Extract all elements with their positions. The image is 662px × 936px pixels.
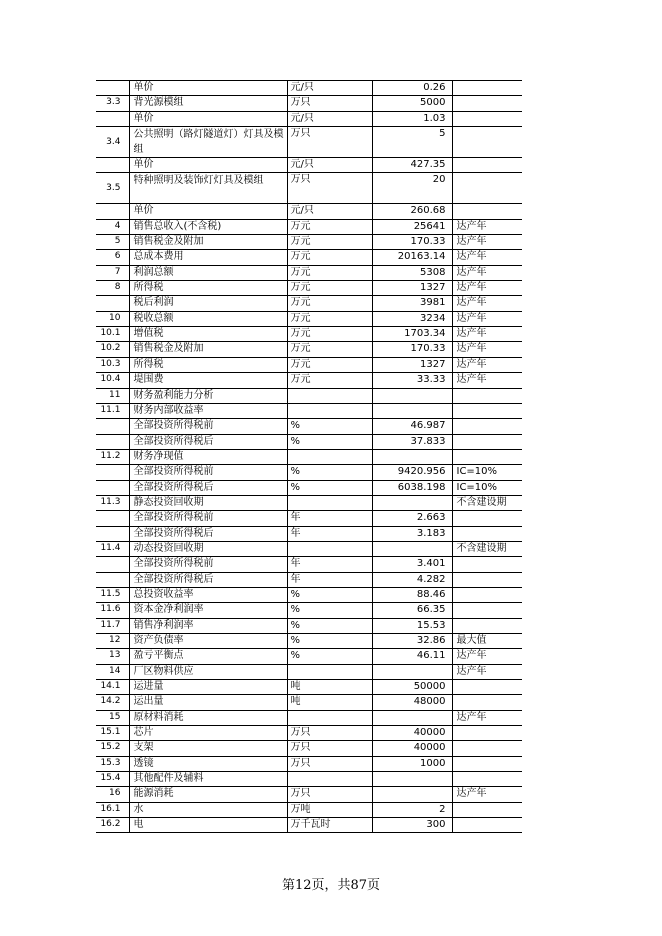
row-item: 财务盈利能力分析 xyxy=(129,388,287,403)
row-number: 8 xyxy=(96,281,129,296)
row-unit: 万元 xyxy=(287,296,372,311)
row-item: 单价 xyxy=(129,158,287,173)
table-row xyxy=(96,680,522,695)
table-row xyxy=(96,465,522,480)
row-number: 15.1 xyxy=(96,726,129,741)
indicator-table-body xyxy=(96,81,522,833)
row-unit: 年 xyxy=(287,557,372,572)
row-value xyxy=(372,495,452,510)
table-row xyxy=(96,434,522,449)
row-note: 最大值 xyxy=(452,634,522,649)
row-item: 单价 xyxy=(129,111,287,126)
row-number: 11.5 xyxy=(96,587,129,602)
row-value: 170.33 xyxy=(372,235,452,250)
row-unit: 万元 xyxy=(287,219,372,234)
row-number xyxy=(96,434,129,449)
row-note: 达产年 xyxy=(452,710,522,725)
row-unit: 万只 xyxy=(287,127,372,158)
row-note xyxy=(452,572,522,587)
row-note: IC=10% xyxy=(452,465,522,480)
table-row xyxy=(96,741,522,756)
row-unit: 元/只 xyxy=(287,158,372,173)
row-number: 15.3 xyxy=(96,756,129,771)
row-unit: 万只 xyxy=(287,173,372,204)
page-footer: 第12页，共87页 xyxy=(281,878,381,893)
table-row xyxy=(96,281,522,296)
row-value: 50000 xyxy=(372,680,452,695)
table-row xyxy=(96,649,522,664)
row-number: 15.4 xyxy=(96,772,129,787)
row-number: 10.3 xyxy=(96,357,129,372)
row-number: 5 xyxy=(96,235,129,250)
row-note xyxy=(452,557,522,572)
row-value xyxy=(372,403,452,418)
row-value: 300 xyxy=(372,818,452,833)
row-value: 3.401 xyxy=(372,557,452,572)
row-note: 达产年 xyxy=(452,235,522,250)
table-row xyxy=(96,818,522,833)
row-unit: 万吨 xyxy=(287,802,372,817)
table-row xyxy=(96,173,522,204)
table-row xyxy=(96,495,522,510)
table-row xyxy=(96,587,522,602)
row-note: 不含建设期 xyxy=(452,495,522,510)
table-row xyxy=(96,357,522,372)
table-row xyxy=(96,710,522,725)
row-unit: 年 xyxy=(287,511,372,526)
row-item: 增值税 xyxy=(129,327,287,342)
row-number: 7 xyxy=(96,265,129,280)
table-row xyxy=(96,235,522,250)
row-unit: 万元 xyxy=(287,373,372,388)
row-item: 单价 xyxy=(129,204,287,219)
row-item: 电 xyxy=(129,818,287,833)
row-unit: % xyxy=(287,587,372,602)
row-item: 背光源模组 xyxy=(129,96,287,111)
row-value xyxy=(372,664,452,679)
row-unit: 元/只 xyxy=(287,204,372,219)
row-note xyxy=(452,419,522,434)
row-number: 6 xyxy=(96,250,129,265)
row-note: 不含建设期 xyxy=(452,541,522,556)
row-number: 13 xyxy=(96,649,129,664)
row-number xyxy=(96,111,129,126)
table-row xyxy=(96,726,522,741)
row-value: 46.11 xyxy=(372,649,452,664)
table-row xyxy=(96,219,522,234)
table-row xyxy=(96,480,522,495)
row-unit: % xyxy=(287,634,372,649)
row-value: 48000 xyxy=(372,695,452,710)
row-note xyxy=(452,388,522,403)
row-item: 运进量 xyxy=(129,680,287,695)
row-number: 3.3 xyxy=(96,96,129,111)
row-value xyxy=(372,541,452,556)
table-row xyxy=(96,403,522,418)
row-item: 厂区物料供应 xyxy=(129,664,287,679)
row-note: 达产年 xyxy=(452,373,522,388)
row-unit: 万元 xyxy=(287,235,372,250)
row-item: 所得税 xyxy=(129,357,287,372)
row-item: 全部投资所得税后 xyxy=(129,572,287,587)
row-unit: 万只 xyxy=(287,741,372,756)
row-item: 水 xyxy=(129,802,287,817)
row-item: 销售税金及附加 xyxy=(129,235,287,250)
row-value: 88.46 xyxy=(372,587,452,602)
row-number: 14 xyxy=(96,664,129,679)
table-row xyxy=(96,787,522,802)
row-number: 11.1 xyxy=(96,403,129,418)
row-item: 芯片 xyxy=(129,726,287,741)
row-unit: 万元 xyxy=(287,327,372,342)
row-item: 全部投资所得税后 xyxy=(129,434,287,449)
row-value xyxy=(372,772,452,787)
row-note xyxy=(452,587,522,602)
row-note: 达产年 xyxy=(452,357,522,372)
row-unit: % xyxy=(287,465,372,480)
row-item: 公共照明（路灯隧道灯）灯具及模组 xyxy=(129,127,287,158)
row-item: 盈亏平衡点 xyxy=(129,649,287,664)
row-note xyxy=(452,204,522,219)
table-row xyxy=(96,127,522,158)
row-value: 2 xyxy=(372,802,452,817)
row-number xyxy=(96,526,129,541)
row-value: 5 xyxy=(372,127,452,158)
row-unit: 万元 xyxy=(287,250,372,265)
row-value: 427.35 xyxy=(372,158,452,173)
row-note xyxy=(452,81,522,96)
row-unit xyxy=(287,710,372,725)
row-value: 32.86 xyxy=(372,634,452,649)
row-item: 利润总额 xyxy=(129,265,287,280)
row-unit xyxy=(287,664,372,679)
row-number: 10.2 xyxy=(96,342,129,357)
row-item: 销售净利润率 xyxy=(129,618,287,633)
row-number: 3.4 xyxy=(96,127,129,158)
table-row xyxy=(96,695,522,710)
row-number xyxy=(96,557,129,572)
row-number: 14.2 xyxy=(96,695,129,710)
row-unit xyxy=(287,772,372,787)
row-unit: 元/只 xyxy=(287,111,372,126)
row-item: 原材料消耗 xyxy=(129,710,287,725)
row-note: 达产年 xyxy=(452,250,522,265)
table-row xyxy=(96,664,522,679)
row-note xyxy=(452,526,522,541)
row-value: 1000 xyxy=(372,756,452,771)
row-value: 46.987 xyxy=(372,419,452,434)
table-row xyxy=(96,557,522,572)
row-value xyxy=(372,710,452,725)
row-number: 16.1 xyxy=(96,802,129,817)
row-note xyxy=(452,449,522,464)
row-unit xyxy=(287,449,372,464)
row-number: 14.1 xyxy=(96,680,129,695)
table-row xyxy=(96,111,522,126)
row-number: 10 xyxy=(96,311,129,326)
row-note: 达产年 xyxy=(452,787,522,802)
row-item: 总成本费用 xyxy=(129,250,287,265)
row-note: 达产年 xyxy=(452,219,522,234)
row-unit: 万元 xyxy=(287,281,372,296)
row-note xyxy=(452,741,522,756)
row-value: 9420.956 xyxy=(372,465,452,480)
row-item: 动态投资回收期 xyxy=(129,541,287,556)
row-number xyxy=(96,81,129,96)
table-row xyxy=(96,158,522,173)
row-value: 4.282 xyxy=(372,572,452,587)
table-row xyxy=(96,250,522,265)
row-unit: 万元 xyxy=(287,342,372,357)
table-row xyxy=(96,419,522,434)
row-value: 20163.14 xyxy=(372,250,452,265)
row-number: 10.1 xyxy=(96,327,129,342)
table-row xyxy=(96,388,522,403)
row-value: 3.183 xyxy=(372,526,452,541)
row-note xyxy=(452,173,522,204)
table-row xyxy=(96,373,522,388)
table-row xyxy=(96,603,522,618)
row-number: 11 xyxy=(96,388,129,403)
row-value: 3981 xyxy=(372,296,452,311)
row-unit: % xyxy=(287,649,372,664)
row-unit: 万只 xyxy=(287,726,372,741)
row-unit: % xyxy=(287,419,372,434)
row-value: 37.833 xyxy=(372,434,452,449)
row-value: 1.03 xyxy=(372,111,452,126)
row-item: 全部投资所得税后 xyxy=(129,526,287,541)
row-value: 20 xyxy=(372,173,452,204)
row-value: 1327 xyxy=(372,281,452,296)
row-value: 5308 xyxy=(372,265,452,280)
table-row xyxy=(96,511,522,526)
row-note: 达产年 xyxy=(452,281,522,296)
table-row xyxy=(96,81,522,96)
row-value xyxy=(372,787,452,802)
row-number xyxy=(96,480,129,495)
row-note: 达产年 xyxy=(452,649,522,664)
row-value: 40000 xyxy=(372,741,452,756)
row-value: 260.68 xyxy=(372,204,452,219)
row-number: 11.4 xyxy=(96,541,129,556)
row-unit: % xyxy=(287,480,372,495)
table-row xyxy=(96,311,522,326)
row-item: 全部投资所得税前 xyxy=(129,465,287,480)
row-unit: 年 xyxy=(287,526,372,541)
row-value: 33.33 xyxy=(372,373,452,388)
row-unit: 吨 xyxy=(287,680,372,695)
row-item: 堤围费 xyxy=(129,373,287,388)
row-note: 达产年 xyxy=(452,327,522,342)
row-unit xyxy=(287,388,372,403)
row-item: 财务净现值 xyxy=(129,449,287,464)
row-number: 11.2 xyxy=(96,449,129,464)
row-item: 税收总额 xyxy=(129,311,287,326)
row-unit: % xyxy=(287,603,372,618)
row-item: 其他配件及辅料 xyxy=(129,772,287,787)
row-note xyxy=(452,603,522,618)
row-number: 3.5 xyxy=(96,173,129,204)
row-note: 达产年 xyxy=(452,342,522,357)
row-note xyxy=(452,127,522,158)
row-value: 1327 xyxy=(372,357,452,372)
row-unit: 吨 xyxy=(287,695,372,710)
table-row xyxy=(96,204,522,219)
row-note xyxy=(452,756,522,771)
table-row xyxy=(96,772,522,787)
row-value: 25641 xyxy=(372,219,452,234)
indicator-table xyxy=(96,80,522,833)
row-note xyxy=(452,680,522,695)
row-unit: 万元 xyxy=(287,357,372,372)
row-unit: 万只 xyxy=(287,96,372,111)
table-row xyxy=(96,296,522,311)
row-unit: 万千瓦时 xyxy=(287,818,372,833)
row-item: 销售总收入(不含税) xyxy=(129,219,287,234)
row-unit: % xyxy=(287,618,372,633)
row-unit xyxy=(287,541,372,556)
row-number: 12 xyxy=(96,634,129,649)
row-item: 特种照明及装饰灯灯具及模组 xyxy=(129,173,287,204)
row-note xyxy=(452,802,522,817)
table-row xyxy=(96,449,522,464)
row-note xyxy=(452,434,522,449)
row-value: 170.33 xyxy=(372,342,452,357)
row-note: 达产年 xyxy=(452,265,522,280)
row-item: 全部投资所得税前 xyxy=(129,557,287,572)
row-number xyxy=(96,296,129,311)
table-row xyxy=(96,526,522,541)
row-number xyxy=(96,511,129,526)
row-note xyxy=(452,618,522,633)
row-number: 15.2 xyxy=(96,741,129,756)
row-unit: 年 xyxy=(287,572,372,587)
row-value: 2.663 xyxy=(372,511,452,526)
table-row xyxy=(96,342,522,357)
row-number xyxy=(96,204,129,219)
row-unit: 万元 xyxy=(287,311,372,326)
row-value: 66.35 xyxy=(372,603,452,618)
row-number: 16.2 xyxy=(96,818,129,833)
row-value: 1703.34 xyxy=(372,327,452,342)
row-note xyxy=(452,403,522,418)
row-unit: 万只 xyxy=(287,787,372,802)
row-note: 达产年 xyxy=(452,296,522,311)
table-row xyxy=(96,634,522,649)
row-number: 10.4 xyxy=(96,373,129,388)
row-item: 全部投资所得税后 xyxy=(129,480,287,495)
row-unit xyxy=(287,495,372,510)
row-value: 0.26 xyxy=(372,81,452,96)
row-unit xyxy=(287,403,372,418)
table-row xyxy=(96,572,522,587)
row-value xyxy=(372,449,452,464)
row-unit: 万只 xyxy=(287,756,372,771)
table-row xyxy=(96,541,522,556)
row-item: 静态投资回收期 xyxy=(129,495,287,510)
row-number: 11.6 xyxy=(96,603,129,618)
table-row xyxy=(96,96,522,111)
row-item: 所得税 xyxy=(129,281,287,296)
row-note xyxy=(452,158,522,173)
row-number xyxy=(96,158,129,173)
row-value: 3234 xyxy=(372,311,452,326)
row-item: 总投资收益率 xyxy=(129,587,287,602)
table-row xyxy=(96,802,522,817)
row-note xyxy=(452,818,522,833)
row-note xyxy=(452,695,522,710)
row-item: 资本金净利润率 xyxy=(129,603,287,618)
row-number xyxy=(96,419,129,434)
row-item: 全部投资所得税前 xyxy=(129,511,287,526)
row-item: 单价 xyxy=(129,81,287,96)
row-item: 支架 xyxy=(129,741,287,756)
row-unit: 元/只 xyxy=(287,81,372,96)
row-number: 15 xyxy=(96,710,129,725)
row-item: 销售税金及附加 xyxy=(129,342,287,357)
row-item: 能源消耗 xyxy=(129,787,287,802)
row-item: 税后利润 xyxy=(129,296,287,311)
row-number xyxy=(96,465,129,480)
table-row xyxy=(96,265,522,280)
row-number: 4 xyxy=(96,219,129,234)
row-note xyxy=(452,96,522,111)
row-note xyxy=(452,111,522,126)
row-item: 运出量 xyxy=(129,695,287,710)
row-number xyxy=(96,572,129,587)
row-number: 16 xyxy=(96,787,129,802)
table-row xyxy=(96,756,522,771)
row-number: 11.3 xyxy=(96,495,129,510)
row-item: 透镜 xyxy=(129,756,287,771)
row-number: 11.7 xyxy=(96,618,129,633)
row-unit: % xyxy=(287,434,372,449)
row-item: 财务内部收益率 xyxy=(129,403,287,418)
row-value: 40000 xyxy=(372,726,452,741)
row-value: 15.53 xyxy=(372,618,452,633)
table-row xyxy=(96,327,522,342)
row-note: IC=10% xyxy=(452,480,522,495)
row-value xyxy=(372,388,452,403)
row-value: 5000 xyxy=(372,96,452,111)
row-item: 全部投资所得税前 xyxy=(129,419,287,434)
row-item: 资产负债率 xyxy=(129,634,287,649)
row-value: 6038.198 xyxy=(372,480,452,495)
row-note: 达产年 xyxy=(452,664,522,679)
row-note xyxy=(452,726,522,741)
table-row xyxy=(96,618,522,633)
row-note: 达产年 xyxy=(452,311,522,326)
row-note xyxy=(452,772,522,787)
row-note xyxy=(452,511,522,526)
row-unit: 万元 xyxy=(287,265,372,280)
